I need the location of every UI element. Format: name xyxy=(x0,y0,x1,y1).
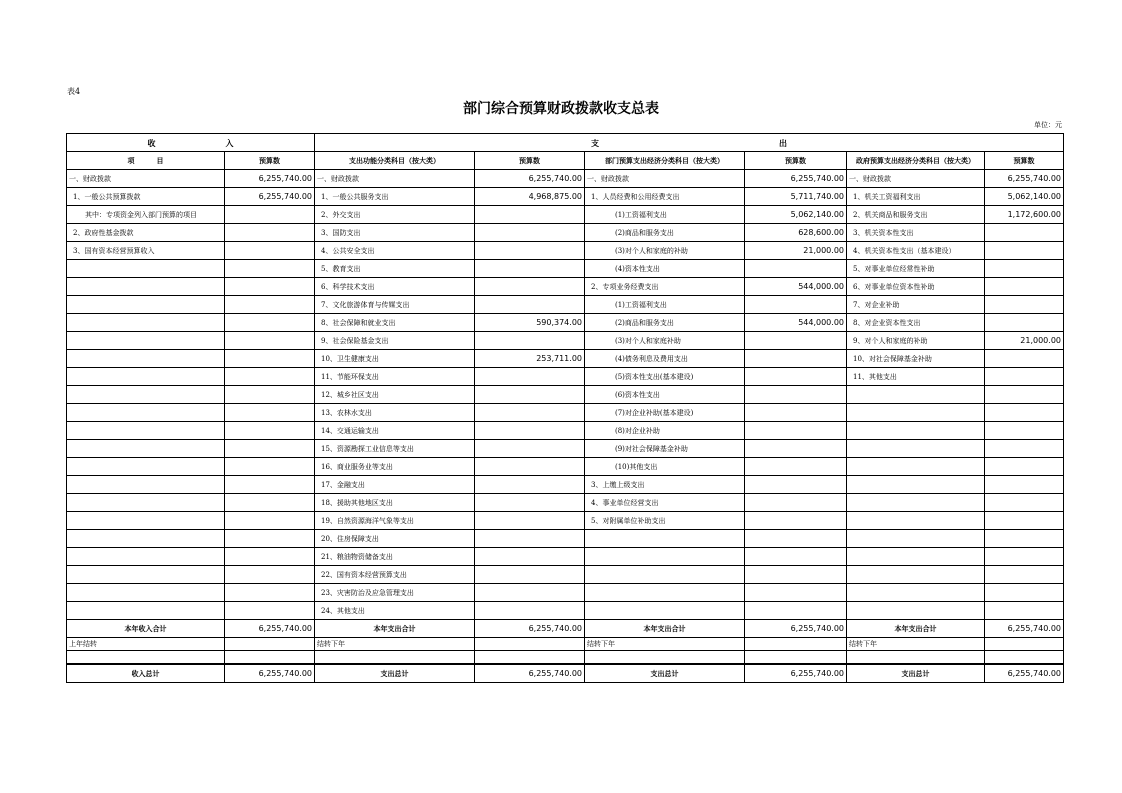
func-budget-cell xyxy=(475,404,585,422)
table-row xyxy=(67,440,1064,458)
dept-econ-budget-cell: 544,000.00 xyxy=(745,314,847,332)
func-item-cell: 23、灾害防治及应急管理支出 xyxy=(315,584,475,602)
income-budget-cell xyxy=(225,566,315,584)
income-item-cell xyxy=(67,368,225,386)
gov-econ-item-cell xyxy=(847,602,985,620)
gov-econ-item-cell xyxy=(847,440,985,458)
dept-econ-item-cell: (8)对企业补助 xyxy=(585,422,745,440)
gov-econ-budget-cell xyxy=(985,350,1064,368)
table-row xyxy=(67,422,1064,440)
func-item-cell: 22、国有资本经营预算支出 xyxy=(315,566,475,584)
dept-econ-budget-cell xyxy=(745,458,847,476)
dept-econ-budget-cell: 628,600.00 xyxy=(745,224,847,242)
expense-grand-total-label: 支出总计 xyxy=(847,664,985,683)
func-item-cell: 18、援助其他地区支出 xyxy=(315,494,475,512)
expense-year-total-label: 本年支出合计 xyxy=(315,620,475,638)
func-item-cell: 12、城乡社区支出 xyxy=(315,386,475,404)
expense-grand-total-label: 支出总计 xyxy=(585,664,745,683)
income-item-cell xyxy=(67,314,225,332)
gov-econ-budget-cell xyxy=(985,494,1064,512)
expense-grand-total-value: 6,255,740.00 xyxy=(745,664,847,683)
table-row xyxy=(67,584,1064,602)
dept-econ-item-cell: 1、人员经费和公用经费支出 xyxy=(585,188,745,206)
dept-econ-budget-cell xyxy=(745,350,847,368)
dept-econ-budget-cell xyxy=(745,512,847,530)
table-row xyxy=(67,224,1064,242)
dept-econ-item-cell: 5、对附属单位补助支出 xyxy=(585,512,745,530)
func-budget-cell xyxy=(475,584,585,602)
func-budget-cell xyxy=(475,368,585,386)
table-row xyxy=(67,494,1064,512)
func-budget-cell xyxy=(475,422,585,440)
income-budget-cell xyxy=(225,494,315,512)
income-item-cell xyxy=(67,422,225,440)
gov-econ-item-cell: 2、机关商品和服务支出 xyxy=(847,206,985,224)
gov-econ-budget-cell xyxy=(985,584,1064,602)
gov-econ-item-cell: 9、对个人和家庭的补助 xyxy=(847,332,985,350)
dept-econ-item-cell: (4)债务利息及费用支出 xyxy=(585,350,745,368)
income-budget-cell xyxy=(225,206,315,224)
gov-econ-budget-cell: 1,172,600.00 xyxy=(985,206,1064,224)
gov-econ-item-cell: 一、财政拨款 xyxy=(847,170,985,188)
income-header: 收 入 xyxy=(67,134,315,152)
income-item-cell: 1、一般公共预算拨款 xyxy=(67,188,225,206)
gov-econ-item-cell xyxy=(847,530,985,548)
gov-econ-budget-cell xyxy=(985,602,1064,620)
income-item-cell xyxy=(67,530,225,548)
income-item-cell xyxy=(67,584,225,602)
col-budget-header: 预算数 xyxy=(985,152,1064,170)
income-budget-cell xyxy=(225,458,315,476)
expense-grand-total-value: 6,255,740.00 xyxy=(475,664,585,683)
func-budget-cell xyxy=(475,494,585,512)
dept-econ-budget-cell xyxy=(745,404,847,422)
dept-econ-item-cell: (7)对企业补助(基本建设) xyxy=(585,404,745,422)
income-item-cell xyxy=(67,602,225,620)
func-item-cell: 17、金融支出 xyxy=(315,476,475,494)
gov-econ-budget-cell xyxy=(985,566,1064,584)
gov-econ-budget-cell xyxy=(985,224,1064,242)
dept-econ-item-cell: (2)商品和服务支出 xyxy=(585,224,745,242)
carry-out-label: 结转下年 xyxy=(315,638,475,651)
dept-econ-budget-cell xyxy=(745,476,847,494)
dept-econ-item-cell xyxy=(585,530,745,548)
gov-econ-item-cell: 8、对企业资本性支出 xyxy=(847,314,985,332)
dept-econ-item-cell: (2)商品和服务支出 xyxy=(585,314,745,332)
gov-econ-item-cell: 7、对企业补助 xyxy=(847,296,985,314)
dept-econ-budget-cell: 5,062,140.00 xyxy=(745,206,847,224)
dept-econ-item-cell: (9)对社会保障基金补助 xyxy=(585,440,745,458)
dept-econ-item-cell: (6)资本性支出 xyxy=(585,386,745,404)
func-item-cell: 16、商业服务业等支出 xyxy=(315,458,475,476)
dept-econ-budget-cell xyxy=(745,386,847,404)
func-item-cell: 15、资源勘探工业信息等支出 xyxy=(315,440,475,458)
gov-econ-item-cell xyxy=(847,494,985,512)
empty-cell xyxy=(985,638,1064,651)
func-budget-cell: 253,711.00 xyxy=(475,350,585,368)
gov-econ-item-cell xyxy=(847,386,985,404)
gov-econ-item-cell: 1、机关工资福利支出 xyxy=(847,188,985,206)
grand-total-row xyxy=(67,664,1064,683)
income-item-cell xyxy=(67,332,225,350)
income-budget-cell xyxy=(225,584,315,602)
dept-econ-item-cell: 4、事业单位经营支出 xyxy=(585,494,745,512)
func-item-cell: 24、其他支出 xyxy=(315,602,475,620)
gov-econ-item-cell: 5、对事业单位经常性补助 xyxy=(847,260,985,278)
dept-econ-item-cell: (10)其他支出 xyxy=(585,458,745,476)
gov-econ-budget-cell xyxy=(985,278,1064,296)
carry-in-label: 上年结转 xyxy=(67,638,225,651)
gov-econ-budget-cell xyxy=(985,548,1064,566)
dept-econ-budget-cell xyxy=(745,548,847,566)
income-budget-cell xyxy=(225,332,315,350)
dept-econ-budget-cell xyxy=(745,260,847,278)
func-budget-cell xyxy=(475,530,585,548)
dept-econ-budget-cell xyxy=(745,332,847,350)
empty-cell xyxy=(745,638,847,651)
header-row-columns xyxy=(67,152,1064,170)
func-item-cell: 6、科学技术支出 xyxy=(315,278,475,296)
table-row xyxy=(67,242,1064,260)
income-item-cell: 一、财政拨款 xyxy=(67,170,225,188)
income-budget-cell xyxy=(225,422,315,440)
income-item-cell xyxy=(67,458,225,476)
income-item-cell xyxy=(67,386,225,404)
income-year-total-value: 6,255,740.00 xyxy=(225,620,315,638)
func-budget-cell xyxy=(475,296,585,314)
func-budget-cell xyxy=(475,242,585,260)
func-budget-cell: 590,374.00 xyxy=(475,314,585,332)
dept-econ-budget-cell xyxy=(745,584,847,602)
income-budget-cell xyxy=(225,224,315,242)
income-item-cell xyxy=(67,440,225,458)
dept-econ-item-cell: 一、财政拨款 xyxy=(585,170,745,188)
income-grand-total-value: 6,255,740.00 xyxy=(225,664,315,683)
gov-econ-item-cell xyxy=(847,584,985,602)
func-item-cell: 5、教育支出 xyxy=(315,260,475,278)
gov-econ-budget-cell xyxy=(985,476,1064,494)
header-row-top xyxy=(67,134,1064,152)
income-year-total-label: 本年收入合计 xyxy=(67,620,225,638)
table-row xyxy=(67,530,1064,548)
gov-econ-budget-cell: 5,062,140.00 xyxy=(985,188,1064,206)
dept-econ-budget-cell: 5,711,740.00 xyxy=(745,188,847,206)
income-budget-cell xyxy=(225,530,315,548)
func-budget-cell xyxy=(475,332,585,350)
carry-out-label: 结转下年 xyxy=(585,638,745,651)
gov-econ-budget-cell xyxy=(985,368,1064,386)
income-budget-cell xyxy=(225,404,315,422)
income-item-cell xyxy=(67,512,225,530)
func-item-cell: 11、节能环保支出 xyxy=(315,368,475,386)
income-budget-cell xyxy=(225,296,315,314)
dept-econ-budget-cell: 21,000.00 xyxy=(745,242,847,260)
col-func-header: 支出功能分类科目（按大类） xyxy=(315,152,475,170)
expense-year-total-value: 6,255,740.00 xyxy=(745,620,847,638)
func-item-cell: 13、农林水支出 xyxy=(315,404,475,422)
income-item-cell: 2、政府性基金拨款 xyxy=(67,224,225,242)
func-item-cell: 3、国防支出 xyxy=(315,224,475,242)
table-row xyxy=(67,458,1064,476)
gov-econ-budget-cell: 6,255,740.00 xyxy=(985,170,1064,188)
table-row xyxy=(67,206,1064,224)
gov-econ-item-cell: 4、机关资本性支出（基本建设） xyxy=(847,242,985,260)
income-item-cell xyxy=(67,494,225,512)
gov-econ-budget-cell xyxy=(985,386,1064,404)
income-budget-cell xyxy=(225,548,315,566)
func-budget-cell: 6,255,740.00 xyxy=(475,170,585,188)
gov-econ-budget-cell xyxy=(985,440,1064,458)
income-item-cell xyxy=(67,260,225,278)
gov-econ-item-cell xyxy=(847,548,985,566)
page-title: 部门综合预算财政拨款收支总表 xyxy=(463,101,659,117)
dept-econ-item-cell xyxy=(585,548,745,566)
income-budget-cell: 6,255,740.00 xyxy=(225,188,315,206)
dept-econ-budget-cell xyxy=(745,368,847,386)
func-budget-cell xyxy=(475,566,585,584)
func-item-cell: 19、自然资源海洋气象等支出 xyxy=(315,512,475,530)
dept-econ-budget-cell xyxy=(745,530,847,548)
dept-econ-item-cell: (3)对个人和家庭的补助 xyxy=(585,242,745,260)
gov-econ-budget-cell xyxy=(985,260,1064,278)
gov-econ-item-cell: 10、对社会保障基金补助 xyxy=(847,350,985,368)
empty-cell xyxy=(225,638,315,651)
gov-econ-budget-cell xyxy=(985,512,1064,530)
income-item-cell xyxy=(67,566,225,584)
func-item-cell: 8、社会保障和就业支出 xyxy=(315,314,475,332)
income-item-cell xyxy=(67,350,225,368)
dept-econ-budget-cell xyxy=(745,296,847,314)
func-item-cell: 9、社会保险基金支出 xyxy=(315,332,475,350)
income-item-cell: 其中：专项资金列入部门预算的项目 xyxy=(67,206,225,224)
func-item-cell: 10、卫生健康支出 xyxy=(315,350,475,368)
table-row xyxy=(67,332,1064,350)
func-item-cell: 21、粮油物资储备支出 xyxy=(315,548,475,566)
func-item-cell: 20、住房保障支出 xyxy=(315,530,475,548)
gov-econ-item-cell xyxy=(847,458,985,476)
dept-econ-item-cell: 2、专项业务经费支出 xyxy=(585,278,745,296)
table-row xyxy=(67,368,1064,386)
income-budget-cell xyxy=(225,278,315,296)
income-budget-cell xyxy=(225,602,315,620)
income-item-cell xyxy=(67,404,225,422)
gov-econ-budget-cell xyxy=(985,314,1064,332)
table-row xyxy=(67,296,1064,314)
gov-econ-budget-cell: 21,000.00 xyxy=(985,332,1064,350)
dept-econ-budget-cell xyxy=(745,566,847,584)
func-item-cell: 一、财政拨款 xyxy=(315,170,475,188)
income-budget-cell xyxy=(225,314,315,332)
carry-out-label: 结转下年 xyxy=(847,638,985,651)
expense-grand-total-label: 支出总计 xyxy=(315,664,475,683)
carry-row xyxy=(67,638,1064,651)
table-row xyxy=(67,260,1064,278)
gov-econ-budget-cell xyxy=(985,422,1064,440)
dept-econ-item-cell xyxy=(585,584,745,602)
income-budget-cell xyxy=(225,440,315,458)
expense-year-total-label: 本年支出合计 xyxy=(847,620,985,638)
income-item-cell xyxy=(67,278,225,296)
blank-row xyxy=(67,651,1064,665)
dept-econ-budget-cell: 6,255,740.00 xyxy=(745,170,847,188)
table-row xyxy=(67,188,1064,206)
gov-econ-budget-cell xyxy=(985,404,1064,422)
func-budget-cell xyxy=(475,440,585,458)
gov-econ-item-cell xyxy=(847,476,985,494)
table-row xyxy=(67,314,1064,332)
gov-econ-item-cell: 6、对事业单位资本性补助 xyxy=(847,278,985,296)
col-budget-header: 预算数 xyxy=(745,152,847,170)
income-budget-cell xyxy=(225,512,315,530)
table-row xyxy=(67,512,1064,530)
func-budget-cell xyxy=(475,458,585,476)
dept-econ-item-cell: (4)资本性支出 xyxy=(585,260,745,278)
dept-econ-budget-cell: 544,000.00 xyxy=(745,278,847,296)
col-budget-header: 预算数 xyxy=(475,152,585,170)
table-row xyxy=(67,476,1064,494)
budget-table xyxy=(66,133,1064,683)
dept-econ-item-cell xyxy=(585,602,745,620)
income-budget-cell xyxy=(225,242,315,260)
dept-econ-item-cell: 3、上缴上级支出 xyxy=(585,476,745,494)
func-budget-cell: 4,968,875.00 xyxy=(475,188,585,206)
table-row xyxy=(67,548,1064,566)
expense-header: 支 出 xyxy=(315,134,1064,152)
func-item-cell: 7、文化旅游体育与传媒支出 xyxy=(315,296,475,314)
income-item-cell xyxy=(67,296,225,314)
col-budget-header: 预算数 xyxy=(225,152,315,170)
func-item-cell: 2、外交支出 xyxy=(315,206,475,224)
gov-econ-item-cell xyxy=(847,512,985,530)
func-budget-cell xyxy=(475,602,585,620)
income-budget-cell xyxy=(225,476,315,494)
empty-cell xyxy=(475,638,585,651)
table-row xyxy=(67,386,1064,404)
income-budget-cell xyxy=(225,260,315,278)
table-row xyxy=(67,602,1064,620)
income-item-cell xyxy=(67,476,225,494)
gov-econ-budget-cell xyxy=(985,296,1064,314)
func-budget-cell xyxy=(475,512,585,530)
col-dept-econ-header: 部门预算支出经济分类科目（按大类） xyxy=(585,152,745,170)
gov-econ-budget-cell xyxy=(985,458,1064,476)
expense-year-total-value: 6,255,740.00 xyxy=(475,620,585,638)
col-item-header: 项 目 xyxy=(67,152,225,170)
table-number: 表4 xyxy=(67,87,81,96)
income-budget-cell: 6,255,740.00 xyxy=(225,170,315,188)
dept-econ-budget-cell xyxy=(745,422,847,440)
dept-econ-budget-cell xyxy=(745,440,847,458)
table-row xyxy=(67,170,1064,188)
func-budget-cell xyxy=(475,260,585,278)
func-budget-cell xyxy=(475,548,585,566)
func-item-cell: 14、交通运输支出 xyxy=(315,422,475,440)
dept-econ-item-cell xyxy=(585,566,745,584)
income-item-cell: 3、国有资本经营预算收入 xyxy=(67,242,225,260)
expense-year-total-label: 本年支出合计 xyxy=(585,620,745,638)
dept-econ-budget-cell xyxy=(745,602,847,620)
func-item-cell: 4、公共安全支出 xyxy=(315,242,475,260)
gov-econ-item-cell xyxy=(847,422,985,440)
table-row xyxy=(67,350,1064,368)
year-total-row xyxy=(67,620,1064,638)
func-budget-cell xyxy=(475,278,585,296)
func-budget-cell xyxy=(475,224,585,242)
dept-econ-item-cell: (5)资本性支出(基本建设) xyxy=(585,368,745,386)
expense-grand-total-value: 6,255,740.00 xyxy=(985,664,1064,683)
dept-econ-item-cell: (1)工资福利支出 xyxy=(585,206,745,224)
gov-econ-item-cell xyxy=(847,404,985,422)
income-budget-cell xyxy=(225,368,315,386)
func-budget-cell xyxy=(475,206,585,224)
expense-year-total-value: 6,255,740.00 xyxy=(985,620,1064,638)
gov-econ-budget-cell xyxy=(985,530,1064,548)
func-item-cell: 1、一般公共服务支出 xyxy=(315,188,475,206)
income-budget-cell xyxy=(225,350,315,368)
gov-econ-item-cell: 3、机关资本性支出 xyxy=(847,224,985,242)
table-row xyxy=(67,566,1064,584)
table-row xyxy=(67,278,1064,296)
income-grand-total-label: 收入总计 xyxy=(67,664,225,683)
dept-econ-item-cell: (3)对个人和家庭补助 xyxy=(585,332,745,350)
income-budget-cell xyxy=(225,386,315,404)
table-row xyxy=(67,404,1064,422)
gov-econ-item-cell xyxy=(847,566,985,584)
func-budget-cell xyxy=(475,386,585,404)
unit-label: 单位：元 xyxy=(1034,121,1062,129)
func-budget-cell xyxy=(475,476,585,494)
dept-econ-budget-cell xyxy=(745,494,847,512)
col-gov-econ-header: 政府预算支出经济分类科目（按大类） xyxy=(847,152,985,170)
gov-econ-budget-cell xyxy=(985,242,1064,260)
income-item-cell xyxy=(67,548,225,566)
dept-econ-item-cell: (1)工资福利支出 xyxy=(585,296,745,314)
gov-econ-item-cell: 11、其他支出 xyxy=(847,368,985,386)
